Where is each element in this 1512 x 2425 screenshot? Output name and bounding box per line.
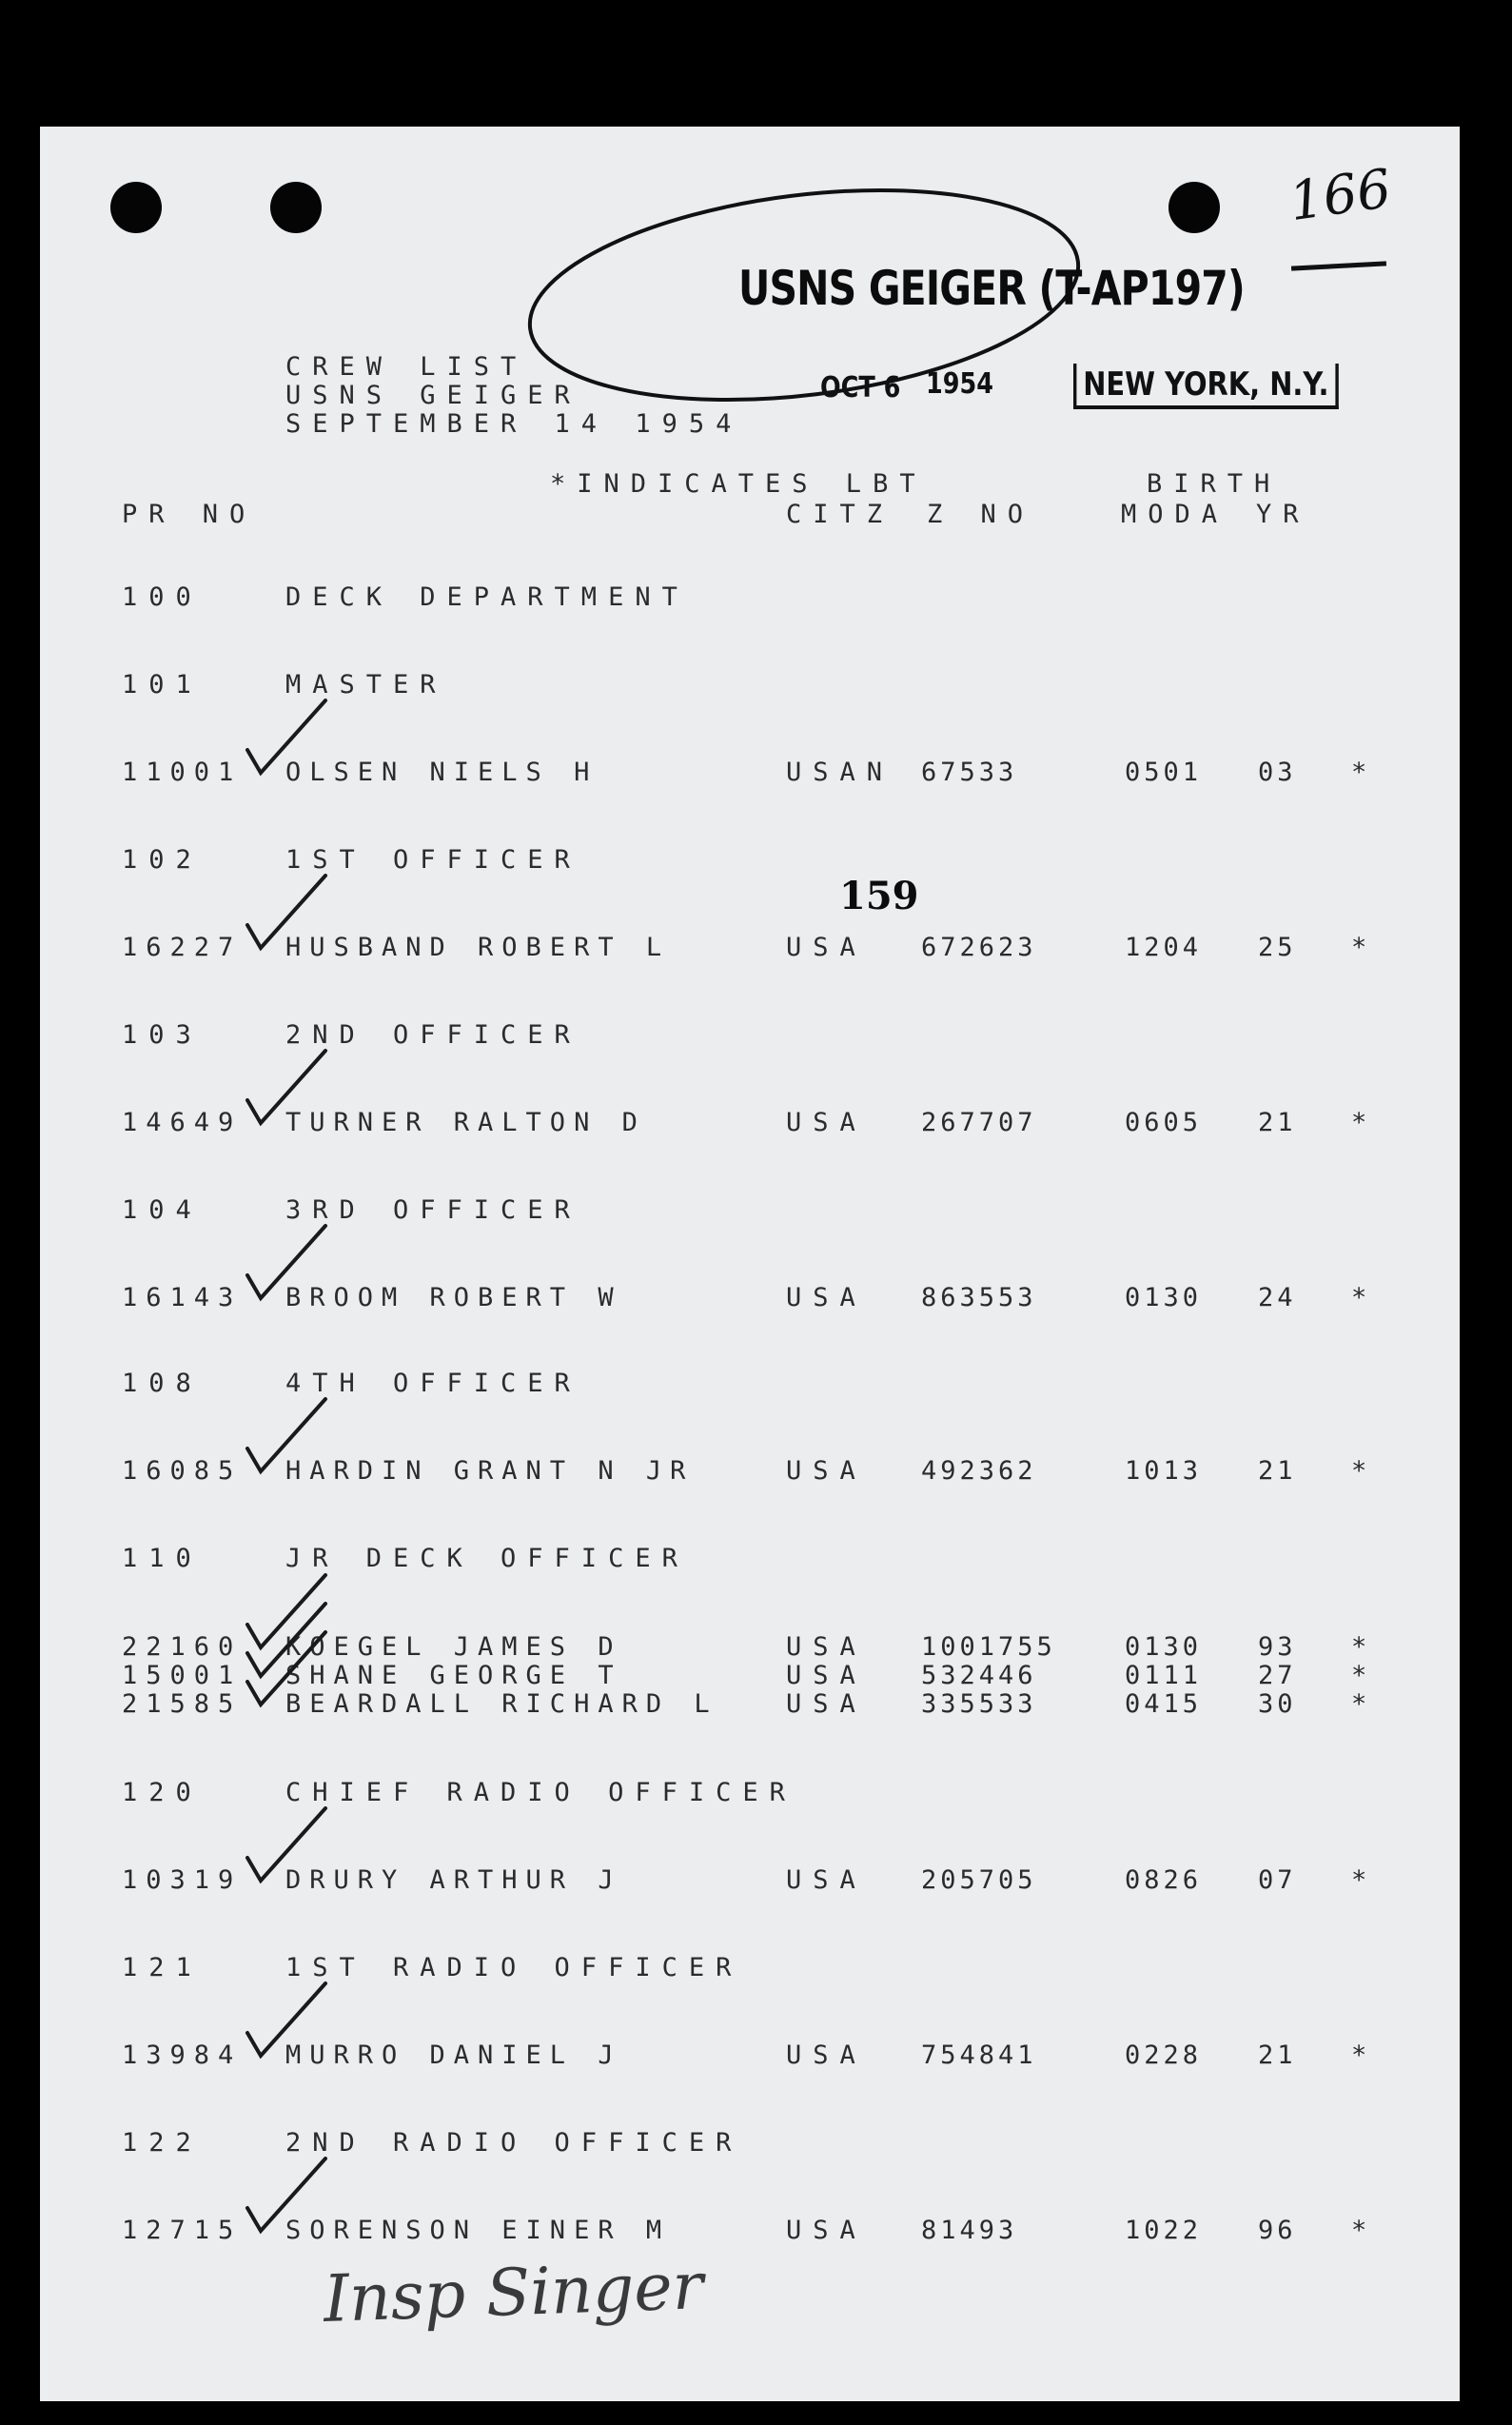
crew-birth-moda: 1013 [1125, 1456, 1203, 1486]
crew-lbt-flag: * [1351, 2216, 1379, 2245]
lbt-legend: *INDICATES LBT [550, 469, 927, 499]
section-code: 104 [122, 1195, 203, 1225]
crew-citizenship: USA [786, 933, 867, 962]
crew-name: HARDIN GRANT N JR [285, 1456, 695, 1486]
crew-birth-year: 96 [1258, 2216, 1297, 2245]
crew-citizenship: USA [786, 1283, 867, 1312]
section-code: 110 [122, 1544, 203, 1573]
section-title: 3RD OFFICER [285, 1195, 581, 1225]
section-title: 1ST RADIO OFFICER [285, 1953, 743, 1982]
crew-pr-no: 15001 [122, 1661, 243, 1690]
section-title: CHIEF RADIO OFFICER [285, 1778, 796, 1807]
check-mark-icon [244, 2153, 329, 2238]
header-crew-list: CREW LIST [285, 352, 528, 382]
crew-name: DRURY ARTHUR J [285, 1865, 622, 1895]
section-title: 2ND RADIO OFFICER [285, 2128, 743, 2158]
crew-z-number: 335533 [921, 1689, 1037, 1719]
check-mark-icon [244, 1978, 329, 2063]
crew-birth-moda: 0130 [1125, 1283, 1203, 1312]
page-count-stamp: 159 [839, 874, 919, 918]
column-pr-no: PR NO [122, 500, 257, 529]
crew-birth-moda: 0826 [1125, 1865, 1203, 1895]
crew-birth-year: 30 [1258, 1689, 1297, 1719]
section-code: 120 [122, 1778, 203, 1807]
crew-pr-no: 14649 [122, 1108, 243, 1137]
column-yr: YR [1256, 500, 1310, 529]
section-title: JR DECK OFFICER [285, 1544, 689, 1573]
crew-z-number: 81493 [921, 2216, 1018, 2245]
section-title: 1ST OFFICER [285, 845, 581, 875]
section-code: 101 [122, 670, 203, 700]
handwritten-signature: Insp Singer [322, 2249, 705, 2337]
column-moda: MODA [1121, 500, 1229, 529]
section-title: 2ND OFFICER [285, 1020, 581, 1050]
crew-pr-no: 21585 [122, 1689, 243, 1719]
crew-lbt-flag: * [1351, 1632, 1379, 1662]
crew-name: HUSBAND ROBERT L [285, 933, 671, 962]
crew-name: BEARDALL RICHARD L [285, 1689, 718, 1719]
crew-birth-year: 03 [1258, 758, 1297, 787]
crew-birth-moda: 1022 [1125, 2216, 1203, 2245]
crew-pr-no: 16227 [122, 933, 243, 962]
crew-pr-no: 16143 [122, 1283, 243, 1312]
crew-birth-moda: 0111 [1125, 1661, 1203, 1690]
crew-pr-no: 13984 [122, 2041, 243, 2070]
crew-z-number: 754841 [921, 2041, 1037, 2070]
crew-birth-moda: 1204 [1125, 933, 1203, 962]
section-code: 108 [122, 1369, 203, 1398]
stamp-year: 1954 [926, 367, 993, 401]
crew-lbt-flag: * [1351, 1689, 1379, 1719]
crew-birth-year: 25 [1258, 933, 1297, 962]
crew-birth-year: 21 [1258, 1456, 1297, 1486]
birth-header: BIRTH [1147, 469, 1282, 499]
crew-birth-year: 24 [1258, 1283, 1297, 1312]
crew-lbt-flag: * [1351, 1865, 1379, 1895]
crew-birth-moda: 0415 [1125, 1689, 1203, 1719]
crew-citizenship: USA [786, 2216, 867, 2245]
check-mark-icon [244, 1045, 329, 1131]
crew-lbt-flag: * [1351, 1283, 1379, 1312]
crew-lbt-flag: * [1351, 1661, 1379, 1690]
crew-pr-no: 12715 [122, 2216, 243, 2245]
crew-z-number: 863553 [921, 1283, 1037, 1312]
crew-pr-no: 16085 [122, 1456, 243, 1486]
crew-birth-moda: 0605 [1125, 1108, 1203, 1137]
crew-lbt-flag: * [1351, 2041, 1379, 2070]
crew-birth-moda: 0501 [1125, 758, 1203, 787]
crew-pr-no: 11001 [122, 758, 243, 787]
header-ship-name: USNS GEIGER [285, 381, 581, 410]
punch-hole [270, 182, 322, 233]
crew-z-number: 492362 [921, 1456, 1037, 1486]
crew-name: SHANE GEORGE T [285, 1661, 622, 1690]
crew-citizenship: USA [786, 1865, 867, 1895]
section-code: 100 [122, 582, 203, 612]
crew-birth-year: 07 [1258, 1865, 1297, 1895]
crew-pr-no: 10319 [122, 1865, 243, 1895]
crew-name: KOEGEL JAMES D [285, 1632, 622, 1662]
crew-lbt-flag: * [1351, 1456, 1379, 1486]
section-code: 102 [122, 845, 203, 875]
punch-hole [110, 182, 162, 233]
section-title: MASTER [285, 670, 447, 700]
crew-z-number: 672623 [921, 933, 1037, 962]
check-mark-icon [244, 1803, 329, 1888]
crew-citizenship: USAN [786, 758, 894, 787]
crew-name: TURNER RALTON D [285, 1108, 646, 1137]
crew-pr-no: 22160 [122, 1632, 243, 1662]
crew-lbt-flag: * [1351, 1108, 1379, 1137]
crew-name: OLSEN NIELS H [285, 758, 599, 787]
check-mark-icon [244, 1627, 329, 1712]
crew-citizenship: USA [786, 1108, 867, 1137]
crew-birth-year: 27 [1258, 1661, 1297, 1690]
section-code: 121 [122, 1953, 203, 1982]
crew-name: BROOM ROBERT W [285, 1283, 622, 1312]
check-mark-icon [244, 695, 329, 780]
crew-name: SORENSON EINER M [285, 2216, 671, 2245]
stamp-date: OCT 6 [820, 371, 901, 404]
check-mark-icon [244, 1220, 329, 1306]
crew-citizenship: USA [786, 1456, 867, 1486]
check-mark-icon [244, 1393, 329, 1479]
crew-z-number: 1001755 [921, 1632, 1056, 1662]
crew-birth-moda: 0130 [1125, 1632, 1203, 1662]
crew-citizenship: USA [786, 1661, 867, 1690]
handwritten-page-number: 166 [1285, 157, 1395, 234]
section-code: 122 [122, 2128, 203, 2158]
crew-z-number: 67533 [921, 758, 1018, 787]
crew-citizenship: USA [786, 1632, 867, 1662]
column-z-no: Z NO [927, 500, 1035, 529]
punch-hole [1168, 182, 1220, 233]
crew-name: MURRO DANIEL J [285, 2041, 622, 2070]
section-title: 4TH OFFICER [285, 1369, 581, 1398]
section-title: DECK DEPARTMENT [285, 582, 689, 612]
ship-stamp: USNS GEIGER (T-AP197) [738, 261, 1245, 316]
crew-birth-year: 21 [1258, 2041, 1297, 2070]
check-mark-icon [244, 870, 329, 956]
crew-birth-year: 21 [1258, 1108, 1297, 1137]
header-date: SEPTEMBER 14 1954 [285, 409, 743, 439]
crew-lbt-flag: * [1351, 758, 1379, 787]
crew-birth-moda: 0228 [1125, 2041, 1203, 2070]
crew-lbt-flag: * [1351, 933, 1379, 962]
crew-z-number: 532446 [921, 1661, 1037, 1690]
crew-z-number: 205705 [921, 1865, 1037, 1895]
stamp-city: NEW YORK, N.Y. [1073, 364, 1339, 409]
crew-citizenship: USA [786, 2041, 867, 2070]
crew-citizenship: USA [786, 1689, 867, 1719]
section-code: 103 [122, 1020, 203, 1050]
crew-birth-year: 93 [1258, 1632, 1297, 1662]
crew-z-number: 267707 [921, 1108, 1037, 1137]
column-citz: CITZ [786, 500, 894, 529]
